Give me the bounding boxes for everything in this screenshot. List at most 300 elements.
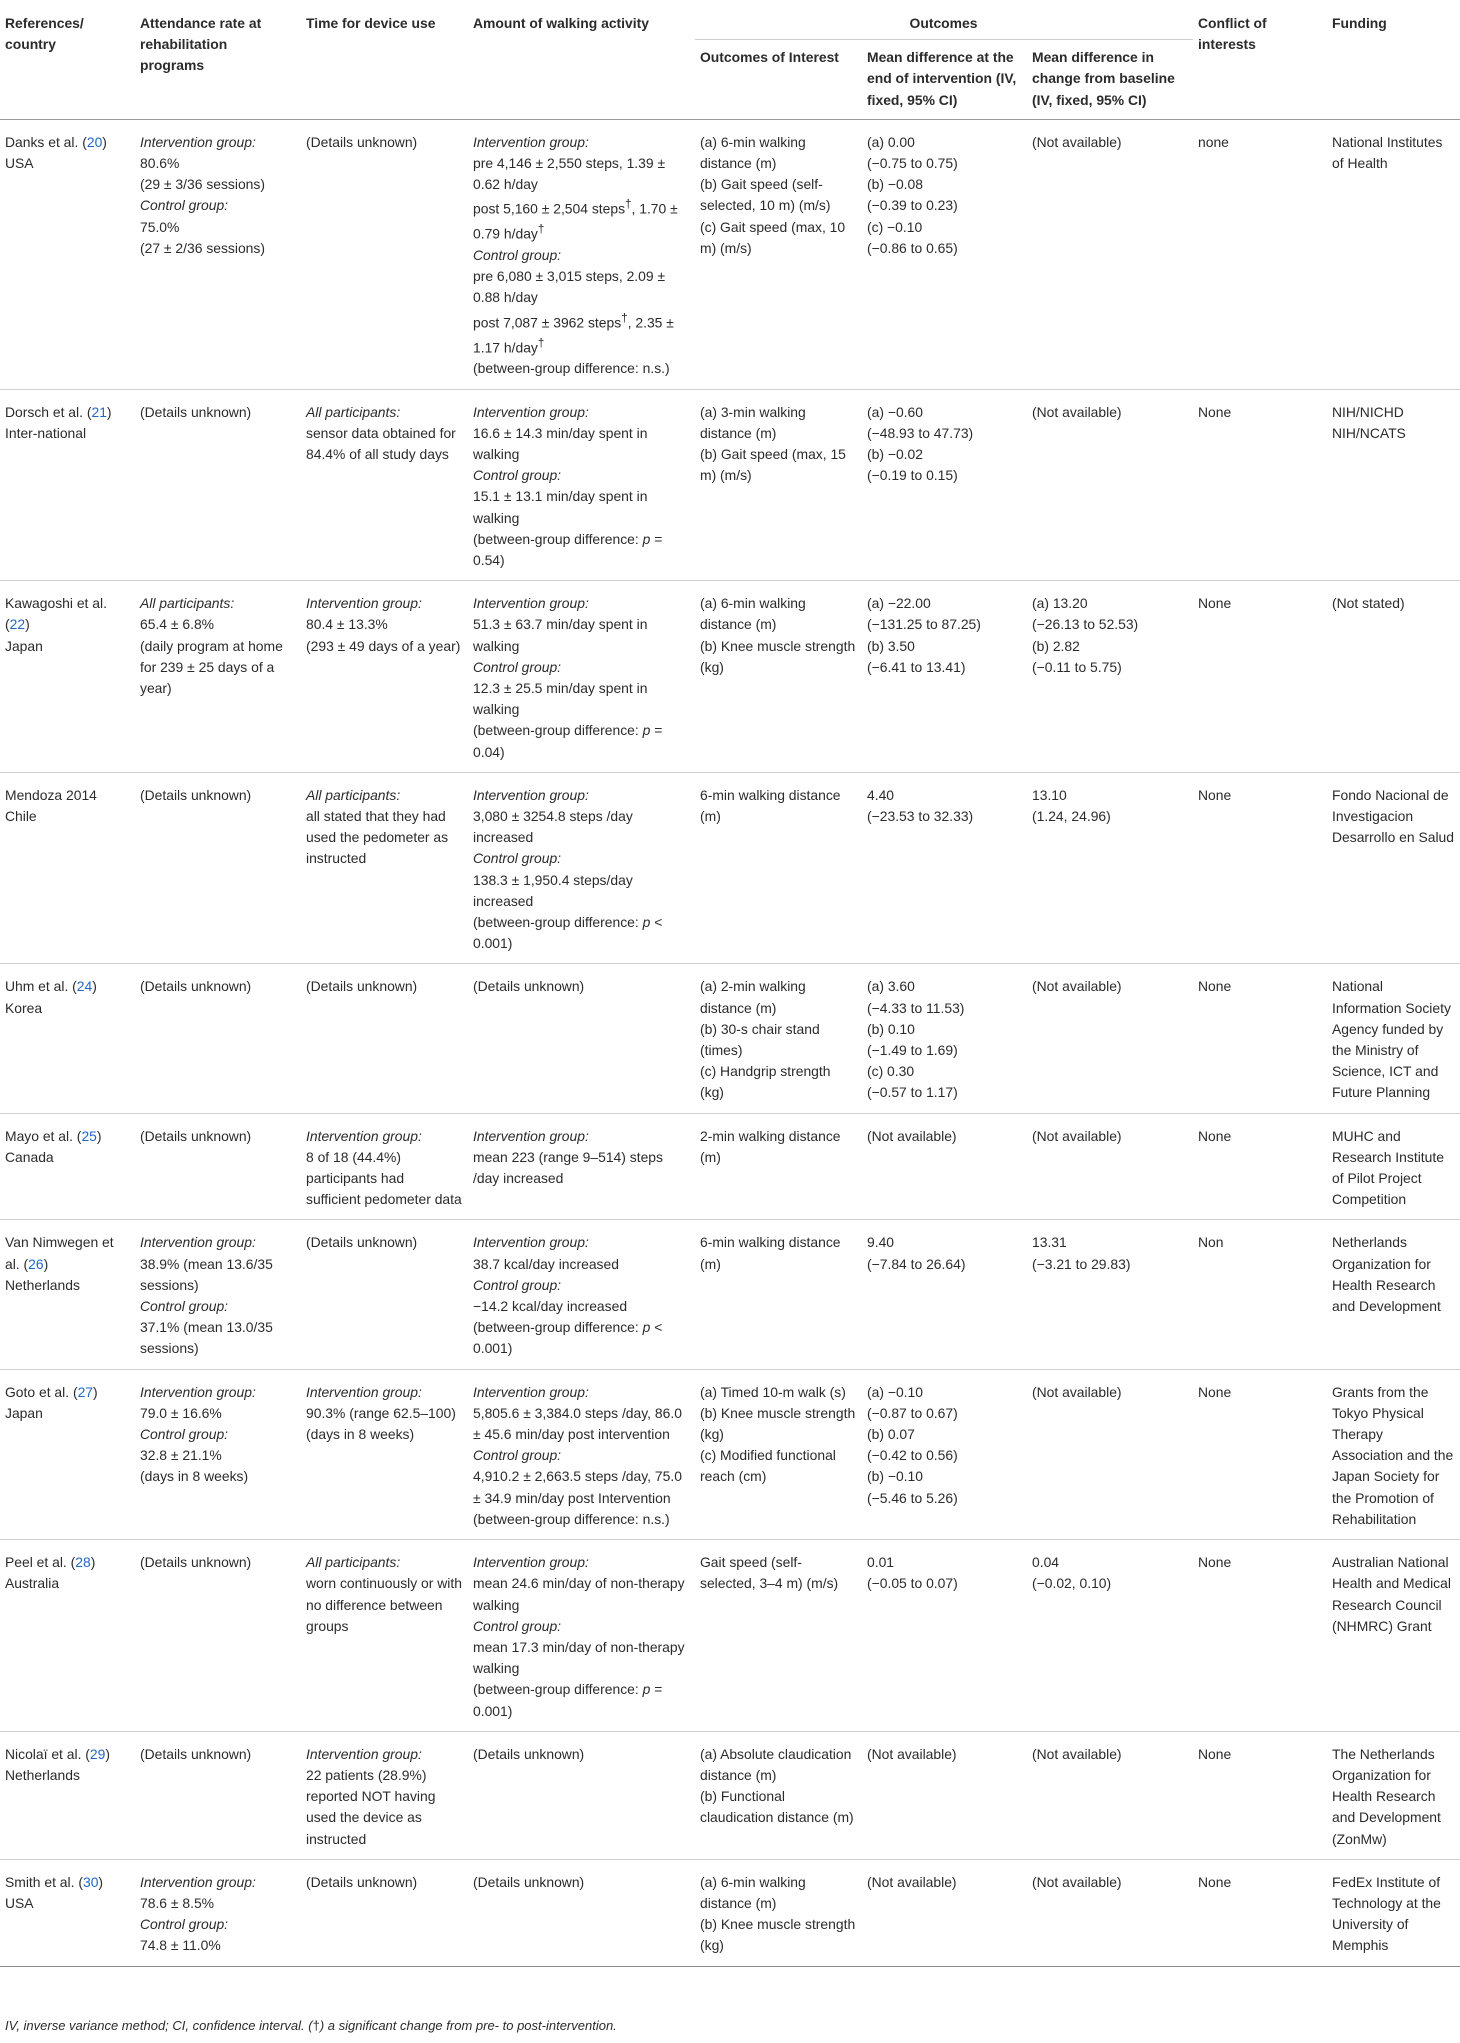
cell-text: (a) 3-min walking distance (m) (700, 403, 806, 441)
cell-text: (1.24, 24.96) (1032, 808, 1111, 824)
cell-text: 51.3 ± 63.7 min/day spent in walking (473, 616, 648, 654)
cell-line (5, 1403, 129, 1424)
cell-text: all stated that they had used the pedometer as instructed (306, 808, 449, 867)
cell-line (867, 1488, 1021, 1509)
cell-mean-difference-change (1027, 1220, 1193, 1369)
cell-text: (−0.11 to 5.75) (1032, 658, 1122, 675)
cell-line (1332, 1744, 1454, 1850)
cell-text: 80.6% (140, 155, 180, 172)
cell-text: (between-group difference: (473, 722, 643, 739)
cell-line (5, 153, 129, 174)
cell-text: None (1198, 595, 1232, 612)
cell-line (473, 1573, 689, 1615)
cell-line (700, 785, 856, 827)
cell-mean-difference-change (1027, 1540, 1193, 1732)
cell-text: ) (90, 1554, 96, 1571)
cell-text: = 0.54) (473, 530, 663, 568)
cell-funding (1327, 1113, 1460, 1220)
cell-text: (a) 6-min walking distance (m) (700, 1873, 806, 1911)
cell-text: (b) 30-s chair stand (times) (700, 1020, 820, 1059)
cell-text: (−0.75 to 0.75) (867, 155, 958, 172)
cell-text: (−0.57 to 1.17) (867, 1084, 958, 1101)
cell-text: Intervention group: (473, 1234, 589, 1251)
cell-text: Kawagoshi et al. ( (5, 595, 107, 633)
cell-text: (b) −0.08 (867, 176, 923, 193)
cell-line (140, 132, 295, 153)
cell-line (700, 1914, 856, 1956)
cell-line (1032, 1872, 1187, 1893)
cell-reference (0, 389, 135, 581)
cell-text: Van Nimwegen et al. ( (5, 1234, 114, 1272)
cell-line (473, 1744, 689, 1765)
cell-line (140, 1744, 295, 1765)
cell-text: < 0.001) (473, 1319, 663, 1357)
cell-text: All participants: (306, 786, 401, 803)
cell-walking-activity (468, 1220, 695, 1369)
cell-text: (b) Knee muscle strength (kg) (700, 1404, 856, 1443)
dagger-mark: † (625, 199, 632, 212)
cell-line (306, 1232, 462, 1253)
header-mean-difference-end: Mean difference at the end of intervention (IV, fixed, 95% CI) (867, 49, 1017, 108)
cell-line (1198, 1552, 1321, 1573)
cell-text: (Details unknown) (140, 1554, 252, 1571)
cell-text: (Not available) (1032, 1383, 1122, 1400)
cell-line (1332, 1552, 1454, 1637)
cell-reference (0, 1369, 135, 1539)
cell-line (473, 614, 689, 656)
cell-conflict-of-interests (1193, 1731, 1327, 1859)
cell-line (700, 444, 856, 486)
cell-line (700, 402, 856, 444)
cell-text: 38.7 kcal/day increased (473, 1255, 619, 1272)
header-outcomes: Outcomes (695, 3, 1193, 40)
cell-outcomes-of-interest (695, 772, 862, 964)
cell-text: = 0.001) (473, 1681, 663, 1719)
cell-line (473, 1872, 689, 1893)
cell-line (473, 195, 689, 245)
cell-line (140, 1445, 295, 1466)
cell-line (700, 636, 856, 678)
cell-reference (0, 1113, 135, 1220)
cell-text: (−0.42 to 0.56) (867, 1447, 958, 1464)
cell-line (867, 132, 1021, 153)
cell-text: (−0.39 to 0.23) (867, 197, 958, 214)
cell-text: (Details unknown) (306, 133, 418, 150)
cell-line (1032, 976, 1187, 997)
cell-text: Intervention group: (473, 1383, 589, 1400)
cell-text: Intervention group: (140, 1234, 256, 1251)
footnote-text-end: ) a significant change from pre- to post-intervention. (319, 2018, 617, 2033)
cell-line (473, 423, 689, 465)
cell-text: (between-group difference: (473, 1681, 643, 1698)
cell-text: (a) 6-min walking distance (m) (700, 595, 806, 633)
cell-mean-difference-end (862, 1731, 1027, 1859)
cell-mean-difference-change (1027, 1113, 1193, 1220)
cell-line (867, 785, 1021, 806)
cell-text: (b) −0.02 (867, 445, 923, 462)
footnote-text: IV, inverse variance method; CI, confidence interval. ( (5, 2018, 313, 2033)
cell-text: (Details unknown) (140, 786, 252, 803)
cell-line (473, 465, 689, 486)
cell-text: 79.0 ± 16.6% (140, 1404, 222, 1421)
cell-line (1332, 423, 1454, 444)
cell-line (700, 1445, 856, 1487)
cell-line (473, 1509, 689, 1530)
cell-walking-activity (468, 1369, 695, 1539)
cell-line (306, 806, 462, 870)
reference-number: 25 (81, 1127, 97, 1144)
cell-conflict-of-interests (1193, 1540, 1327, 1732)
cell-text: p (642, 1319, 651, 1336)
cell-text: All participants: (306, 1554, 401, 1571)
cell-text: 4,910.2 ± 2,663.5 steps /day, 75.0 ± 34.9 min/day post Intervention (473, 1468, 682, 1506)
cell-outcomes-of-interest (695, 1859, 862, 1966)
cell-line (867, 1403, 1021, 1424)
cell-attendance (135, 119, 301, 389)
cell-line (140, 402, 295, 423)
cell-line (5, 976, 129, 997)
cell-line (700, 1552, 856, 1594)
cell-line (1198, 785, 1321, 806)
table-row (0, 119, 1460, 389)
cell-text: Inter-national (5, 424, 87, 441)
cell-text: 22 patients (28.9%) reported NOT having used the device as instructed (306, 1766, 436, 1847)
cell-reference (0, 772, 135, 964)
cell-line (306, 1573, 462, 1637)
cell-line (140, 174, 295, 195)
cell-text: Fondo Nacional de Investigacion Desarrollo en Salud (1332, 786, 1454, 846)
cell-line (473, 266, 689, 308)
cell-line (5, 593, 129, 635)
cell-text: (Not available) (1032, 403, 1122, 420)
cell-text: Peel et al. ( (5, 1554, 76, 1571)
cell-line (700, 1126, 856, 1168)
cell-text: 0.04 (1032, 1554, 1060, 1571)
cell-text: Intervention group: (306, 1745, 422, 1762)
cell-text: 5,805.6 ± 3,384.0 steps /day, 86.0 ± 45.6 min/day post intervention (473, 1404, 682, 1443)
cell-text: None (1198, 786, 1232, 803)
cell-text: 138.3 ± 1,950.4 steps/day increased (473, 871, 633, 909)
cell-line (867, 402, 1021, 423)
cell-line (1198, 132, 1321, 153)
cell-text: (−3.21 to 29.83) (1032, 1255, 1131, 1272)
studies-table (0, 3, 1460, 1967)
cell-line (700, 174, 856, 216)
cell-text: Gait speed (self-selected, 3–4 m) (m/s) (700, 1554, 839, 1592)
cell-line (1332, 785, 1454, 849)
cell-device-time (301, 1540, 468, 1732)
cell-text: (Details unknown) (473, 1873, 585, 1890)
cell-mean-difference-change (1027, 1369, 1193, 1539)
cell-device-time (301, 389, 468, 581)
cell-conflict-of-interests (1193, 964, 1327, 1113)
cell-line (473, 1147, 689, 1189)
cell-line (473, 1466, 689, 1508)
cell-conflict-of-interests (1193, 119, 1327, 389)
reference-number: 29 (89, 1745, 106, 1762)
cell-text: (Not available) (1032, 1745, 1122, 1762)
cell-line (1032, 785, 1187, 806)
cell-text: (c) Handgrip strength (kg) (700, 1063, 831, 1101)
cell-text: (Details unknown) (140, 1127, 252, 1144)
cell-text: Canada (5, 1148, 54, 1165)
cell-text: ) (106, 403, 112, 420)
cell-line (5, 1232, 129, 1274)
dagger-mark: † (621, 312, 628, 325)
table-footnote (5, 2018, 617, 2034)
cell-conflict-of-interests (1193, 1859, 1327, 1966)
cell-text: ) (93, 1383, 98, 1400)
cell-line (473, 529, 689, 571)
cell-text: NIH/NICHD (1332, 403, 1404, 420)
cell-line (473, 1552, 689, 1573)
cell-line (5, 423, 129, 444)
cell-line (1032, 593, 1187, 614)
cell-text: (between-group difference: (473, 530, 643, 547)
cell-text: 12.3 ± 25.5 min/day spent in walking (473, 679, 648, 718)
cell-text: none (1198, 133, 1229, 150)
cell-text: 6-min walking distance (m) (700, 786, 841, 824)
cell-text: (27 ± 2/36 sessions) (140, 239, 265, 256)
cell-text: Control group: (473, 467, 562, 484)
cell-line (140, 1382, 295, 1403)
cell-text: (b) Functional claudication distance (m) (700, 1788, 854, 1826)
table-row (0, 1113, 1460, 1220)
cell-text: Intervention group: (306, 1383, 422, 1400)
cell-line (867, 195, 1021, 216)
cell-text: (Not available) (867, 1745, 957, 1762)
cell-line (473, 870, 689, 912)
cell-text: (−7.84 to 26.64) (867, 1255, 966, 1272)
header-conflict-of-interests: Conflict of interests (1198, 15, 1267, 53)
cell-line (1332, 1382, 1454, 1530)
cell-text: (293 ± 49 days of a year) (306, 637, 461, 654)
cell-line (473, 245, 689, 266)
cell-line (306, 1147, 462, 1211)
cell-reference (0, 1220, 135, 1369)
cell-line (867, 976, 1021, 997)
cell-line (140, 1403, 295, 1424)
cell-text: (b) 3.50 (867, 637, 915, 654)
cell-reference (0, 964, 135, 1113)
cell-line (473, 153, 689, 195)
cell-line (867, 636, 1021, 657)
cell-text: (c) −0.10 (867, 218, 923, 235)
cell-text: (a) 6-min walking distance (m) (700, 133, 806, 172)
cell-line (867, 153, 1021, 174)
cell-text: 2-min walking distance (m) (700, 1127, 841, 1165)
cell-text: Control group: (473, 658, 562, 675)
cell-text: (Details unknown) (473, 1745, 585, 1762)
cell-line (1032, 636, 1187, 657)
cell-device-time (301, 581, 468, 773)
cell-line (473, 848, 689, 869)
cell-line (1332, 976, 1454, 1103)
cell-line (867, 1573, 1021, 1594)
cell-line (1198, 402, 1321, 423)
cell-text: ) (25, 616, 30, 633)
cell-line (1332, 402, 1454, 423)
cell-line (140, 614, 295, 635)
cell-text: (−0.87 to 0.67) (867, 1404, 958, 1421)
cell-text: Control group: (140, 1916, 229, 1933)
cell-line (867, 1232, 1021, 1253)
cell-line (140, 1893, 295, 1914)
cell-text: (between-group difference: (473, 1319, 643, 1336)
cell-line (867, 1382, 1021, 1403)
cell-text: (daily program at home for 239 ± 25 days of a year) (140, 637, 283, 696)
cell-line (473, 912, 689, 954)
cell-device-time (301, 1113, 468, 1220)
cell-line (1332, 593, 1454, 614)
cell-mean-difference-end (862, 119, 1027, 389)
cell-line (473, 1403, 689, 1445)
cell-mean-difference-end (862, 581, 1027, 773)
cell-conflict-of-interests (1193, 1220, 1327, 1369)
cell-mean-difference-end (862, 1369, 1027, 1539)
cell-text: Intervention group: (306, 1127, 422, 1144)
cell-line (1032, 402, 1187, 423)
cell-line (473, 1616, 689, 1637)
header-device-time: Time for device use (306, 15, 436, 31)
cell-line (1198, 1382, 1321, 1403)
cell-text: mean 24.6 min/day of non-therapy walking (473, 1575, 685, 1613)
cell-text: p (642, 1681, 651, 1698)
cell-text: USA (5, 1894, 34, 1911)
cell-line (1032, 614, 1187, 635)
cell-conflict-of-interests (1193, 1369, 1327, 1539)
cell-text: p (642, 914, 651, 931)
cell-text: Mayo et al. ( (5, 1127, 82, 1144)
cell-text: None (1198, 403, 1232, 420)
cell-line (1198, 1744, 1321, 1765)
cell-line (473, 486, 689, 528)
cell-text: Control group: (140, 1426, 229, 1443)
cell-line (140, 1914, 295, 1935)
cell-mean-difference-end (862, 389, 1027, 581)
cell-text: (a) 13.20 (1032, 595, 1088, 612)
cell-text: 15.1 ± 13.1 min/day spent in walking (473, 488, 648, 526)
cell-attendance (135, 964, 301, 1113)
cell-text: (b) Knee muscle strength (kg) (700, 1916, 856, 1954)
table-header (0, 3, 1460, 119)
cell-line (306, 1126, 462, 1147)
cell-outcomes-of-interest (695, 964, 862, 1113)
cell-line (473, 1445, 689, 1466)
cell-device-time (301, 1220, 468, 1369)
cell-line (473, 358, 689, 379)
reference-number: 24 (76, 978, 93, 995)
cell-line (5, 998, 129, 1019)
cell-line (473, 976, 689, 997)
table-row (0, 389, 1460, 581)
cell-line (1332, 132, 1454, 174)
cell-text: , 1.70 ± 0.79 h/day (473, 201, 678, 242)
header-attendance: Attendance rate at rehabilitation programs (140, 15, 262, 74)
cell-conflict-of-interests (1193, 581, 1327, 773)
cell-walking-activity (468, 1859, 695, 1966)
table-row (0, 1369, 1460, 1539)
cell-text: pre 6,080 ± 3,015 steps, 2.09 ± 0.88 h/day (473, 268, 666, 306)
cell-mean-difference-end (862, 1220, 1027, 1369)
cell-line (867, 1872, 1021, 1893)
cell-line (1198, 1126, 1321, 1147)
cell-line (306, 1744, 462, 1765)
header-outcomes-of-interest: Outcomes of Interest (700, 49, 839, 66)
cell-line (5, 1765, 129, 1786)
cell-walking-activity (468, 1731, 695, 1859)
cell-line (473, 132, 689, 153)
cell-text: (Details unknown) (140, 403, 252, 420)
cell-text: (a) −22.00 (867, 595, 931, 612)
cell-line (140, 217, 295, 238)
table-body (0, 119, 1460, 1966)
cell-walking-activity (468, 389, 695, 581)
cell-text: (b) Gait speed (self-selected, 10 m) (m/s) (700, 176, 831, 214)
cell-funding (1327, 581, 1460, 773)
cell-line (140, 1232, 295, 1253)
reference-number: 22 (9, 616, 26, 633)
cell-text: Chile (5, 808, 37, 824)
cell-text: (c) 0.30 (867, 1063, 915, 1080)
cell-line (473, 1637, 689, 1679)
cell-line (1032, 1382, 1187, 1403)
cell-text: Intervention group: (140, 133, 256, 150)
cell-text: 80.4 ± 13.3% (306, 616, 388, 633)
cell-line (700, 1232, 856, 1274)
cell-line (473, 1296, 689, 1317)
cell-funding (1327, 389, 1460, 581)
cell-funding (1327, 964, 1460, 1113)
cell-line (867, 465, 1021, 486)
cell-line (140, 636, 295, 700)
cell-mean-difference-change (1027, 389, 1193, 581)
cell-text: (a) −0.10 (867, 1383, 923, 1400)
cell-line (5, 1573, 129, 1594)
cell-text: (a) 0.00 (867, 133, 915, 150)
cell-text: Control group: (473, 1447, 562, 1464)
cell-text: 13.10 (1032, 786, 1067, 803)
cell-line (5, 1744, 129, 1765)
cell-line (700, 1061, 856, 1103)
cell-line (140, 1317, 295, 1359)
header-walking-activity: Amount of walking activity (473, 15, 649, 31)
cell-line (306, 1403, 462, 1424)
header-funding: Funding (1332, 15, 1387, 31)
cell-text: ) (105, 1745, 111, 1762)
cell-text: (b) 2.82 (1032, 637, 1080, 654)
table-row (0, 1220, 1460, 1369)
cell-text: (days in 8 weeks) (140, 1468, 249, 1485)
cell-line (140, 195, 295, 216)
cell-text: (a) Timed 10-m walk (s) (700, 1383, 846, 1400)
cell-line (1332, 1872, 1454, 1957)
cell-line (306, 1765, 462, 1850)
cell-text: (29 ± 3/36 sessions) (140, 176, 265, 193)
cell-line (867, 1424, 1021, 1445)
cell-text: Nicolaï et al. ( (5, 1745, 90, 1762)
cell-text: (Details unknown) (306, 1234, 418, 1251)
cell-text: (a) −0.60 (867, 403, 923, 420)
cell-text: Korea (5, 999, 43, 1016)
cell-text: (between-group difference: n.s.) (473, 360, 670, 377)
cell-text: 74.8 ± 11.0% (140, 1937, 221, 1954)
cell-text: post 5,160 ± 2,504 steps (473, 201, 626, 218)
cell-text: 3,080 ± 3254.8 steps /day increased (473, 808, 633, 846)
cell-line (700, 1403, 856, 1445)
cell-funding (1327, 1859, 1460, 1966)
cell-text: (b) Gait speed (max, 15 m) (m/s) (700, 445, 846, 484)
